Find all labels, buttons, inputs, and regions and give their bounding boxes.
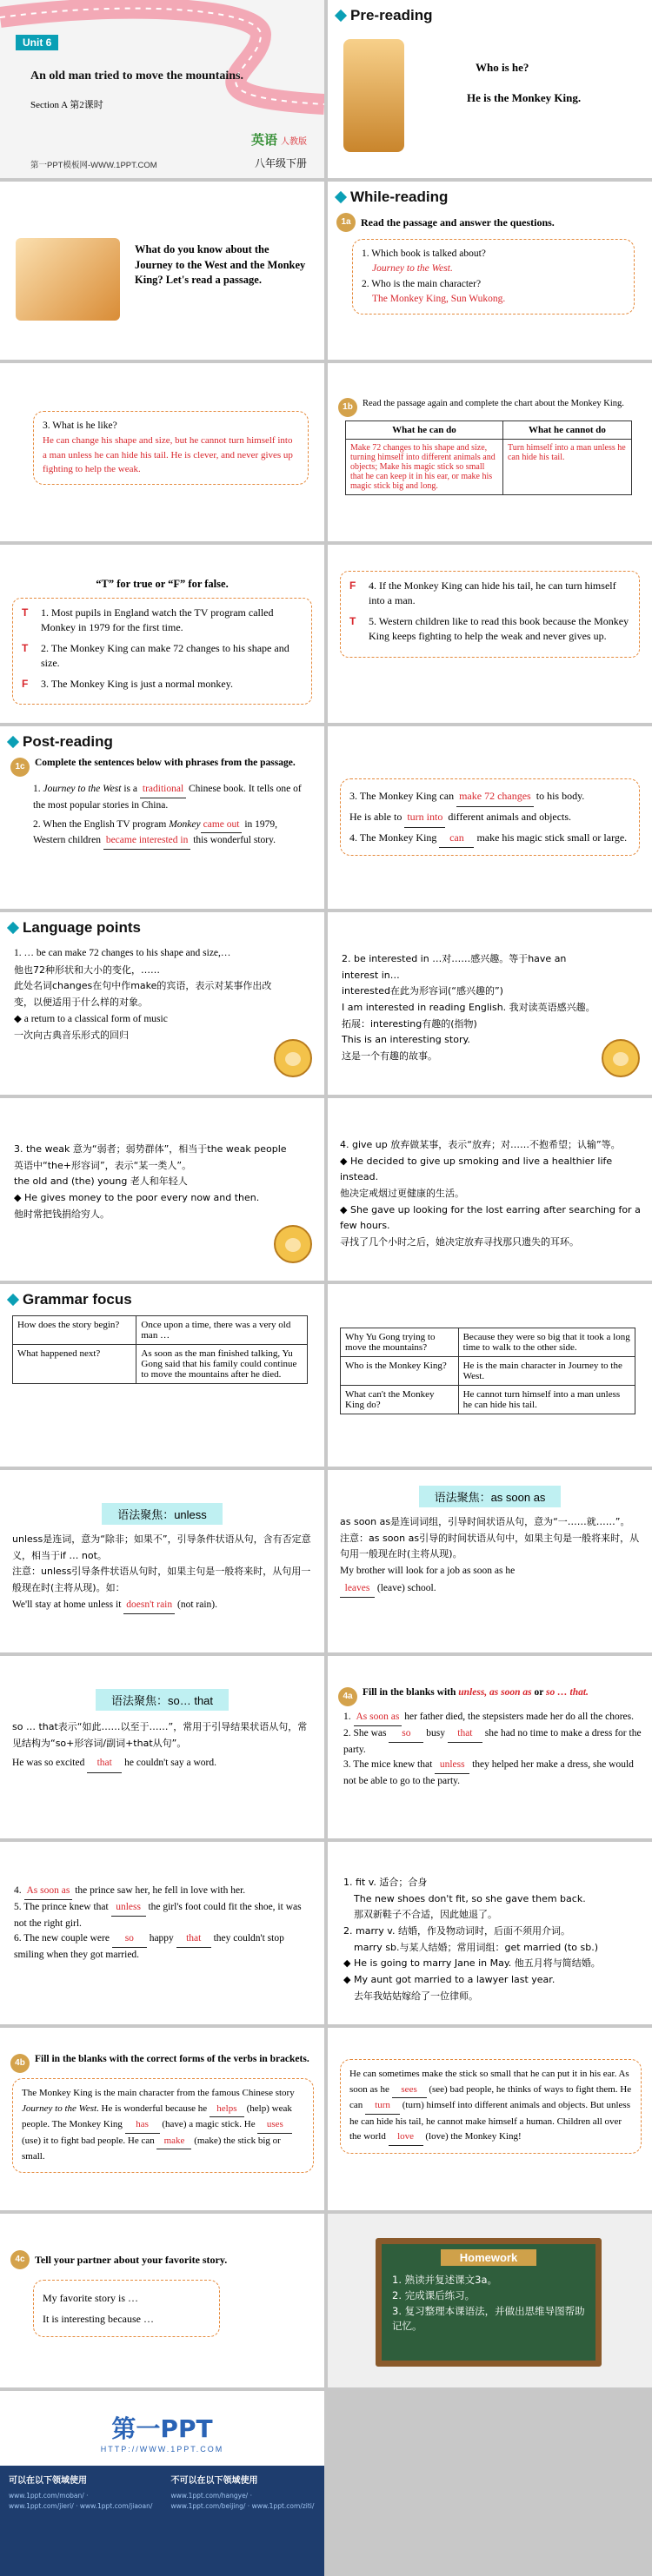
slide-grammar-focus-1 [0, 1284, 324, 1467]
col-header-can: What he can do [346, 421, 503, 440]
text: they helped her make a dress, she would not be able to go to the party. [343, 1759, 634, 1787]
homework-item: 3. 复习整理本课语法，并做出思维导图帮助记忆。 [392, 2304, 585, 2333]
tf-mark: F [349, 579, 356, 592]
text: 2. She was [343, 1727, 389, 1738]
note-line: 注意：unless引导条件状语从句时，如果主句是一般将来时，从句用一般现在时(主将从现)。如： [12, 1566, 311, 1594]
slide-language-points-3 [0, 1098, 324, 1281]
note-line: 此处名词changes在句中作make的宾语，表示对某事作出改变，以便适用于什么样的对象。 [14, 980, 272, 1008]
note-line: This is an interesting story. [342, 1034, 470, 1046]
instruction: Tell your partner about your favorite story. [35, 2253, 228, 2266]
text: her father died, the stepsisters made her do all the chores. [402, 1712, 634, 1722]
task-badge: 4b [10, 2054, 30, 2073]
table-row [13, 1316, 308, 1345]
section-heading [328, 0, 652, 31]
program-title: Monkey [169, 818, 201, 830]
answer-2: The Monkey King, Sun Wukong. [372, 293, 506, 304]
slide-chart-1b [328, 363, 652, 541]
note-line: ◆ He decided to give up smoking and live a healthier life instead. [340, 1155, 613, 1183]
note-line: I am interested in reading English. 我对读英语感兴趣。 [342, 1002, 595, 1014]
grammar-chip: 语法聚焦：as soon as [419, 1486, 562, 1507]
section-heading [0, 912, 324, 944]
text: (love) the Monkey King! [422, 2131, 522, 2142]
section-heading [0, 726, 324, 758]
prompt-line: My favorite story is … [43, 2292, 138, 2304]
note-line: 1. … be can make 72 changes to his shape and size,… [14, 948, 231, 958]
forbidden-list: www.1ppt.com/hangye/ · www.1ppt.com/beijing/ · www.1ppt.com/ziti/ [170, 2492, 315, 2510]
note-line: so … that表示“如此……以至于……”，常用于引导结果状语从句，常见结构为“so+形容词/副词+that从句”。 [12, 1721, 308, 1749]
blank-answer: doesn't rain [123, 1597, 175, 1615]
intro-text: What do you know about the Journey to the West and the Monkey King? Let's read a passage. [135, 243, 306, 286]
tf-text: 5. Western children like to read this book because the Monkey King keeps fighting to help the weak and never gives up. [369, 614, 629, 643]
note-line: unless是连词，意为“除非；如果不”，引导条件状语从句，含有否定意义，相当于if … not。 [12, 1533, 311, 1561]
text: (see) bad people, he thinks of ways to fight them. He can [349, 2083, 632, 2111]
instruction: Complete the sentences below with phrases from the passage. [35, 758, 296, 768]
text: they couldn't stop smiling when they got married. [14, 1933, 284, 1961]
question-3: 3. What is he like? [43, 421, 117, 431]
note-line: ◆ He is going to marry Jane in May. 他五月将与简结婚。 [343, 1957, 601, 1970]
exercise-body [328, 1706, 652, 1790]
tf-text: 1. Most pupils in England watch the TV program called Monkey in 1979 for the first time. [41, 606, 274, 634]
text: (not rain). [175, 1599, 217, 1610]
text: He is able to [349, 810, 405, 823]
grammar-table [12, 1315, 308, 1384]
exercise-line [343, 1758, 642, 1790]
table-cell: He is the main character in Journey to the West. [458, 1357, 635, 1386]
exercise-body [0, 1842, 324, 1963]
text: The Monkey King is the main character from the famous Chinese story [22, 2088, 295, 2098]
note-line: 寻找了几个小时之后，她决定放弃寻找那只遗失的耳环。 [340, 1236, 579, 1248]
text: to his body. [533, 790, 585, 802]
note-line: 2. be interested in …对……感兴趣。等于have an interest in… [342, 953, 567, 981]
exercise-line [14, 1884, 312, 1900]
text: 3. The Monkey King can [349, 790, 457, 802]
text: busy [423, 1727, 448, 1738]
note-body [328, 1098, 652, 1251]
tf-mark: T [22, 606, 29, 619]
sentence-3 [349, 786, 630, 807]
allowed-list: www.1ppt.com/moban/ · www.1ppt.com/jieri/ · www.1ppt.com/jiaoan/ [9, 2492, 153, 2510]
example-line [12, 1755, 312, 1773]
text: (use) it to fight bad people. He can [22, 2135, 157, 2146]
note-line: The new shoes don't fit, so she gave them back. [354, 1892, 586, 1904]
exercise-line [343, 1710, 642, 1726]
slide-grammar-unless [0, 1470, 324, 1652]
site-url: HTTP://WWW.1PPT.COM [100, 2445, 224, 2453]
text: Chinese book. It tells one of the most popular stories in China. [33, 784, 302, 811]
blank-answer: sees [392, 2083, 427, 2099]
text: or [531, 1687, 547, 1698]
blank-answer: has [125, 2117, 160, 2134]
text: 6. The new couple were [14, 1933, 112, 1944]
forbidden-column [163, 2466, 325, 2576]
section-heading [0, 1284, 324, 1315]
text: 5. The prince knew that [14, 1901, 111, 1912]
note-line: interested在此为形容词(“感兴趣的”) [342, 985, 503, 997]
question-text: Who is he? [476, 61, 529, 74]
answer-box [33, 411, 309, 485]
text: 1. [33, 784, 43, 794]
slide-vocab-fit-marry [328, 1842, 652, 2024]
note-line: 一次向古典音乐形式的回归 [14, 1030, 129, 1042]
diamond-icon [335, 191, 347, 203]
publisher-label: 人教版 [281, 137, 307, 147]
sentence-1 [0, 777, 324, 814]
tf-mark: T [349, 614, 356, 627]
task-badge: 1a [336, 213, 356, 232]
forbidden-title: 不可以在以下领域使用 [170, 2476, 258, 2486]
keyword: unless, as soon as [458, 1687, 532, 1698]
text: (make) the stick big or small. [22, 2135, 281, 2162]
monkey-mascot-icon [274, 1039, 312, 1077]
answer-3: He can change his shape and size, but he cannot turn himself into a man unless he can hide his tail. He is clever, and never gives up fighting to help the weak. [43, 435, 293, 475]
section-heading [328, 182, 652, 213]
text: in 1979, Western children [33, 818, 278, 846]
text: the prince saw her, he fell in love with her. [72, 1885, 246, 1896]
question-2: 2. Who is the main character? [362, 278, 482, 289]
tf-text: 4. If the Monkey King can hide his tail, he can turn himself into a man. [369, 579, 616, 607]
exercise-line [14, 1900, 312, 1932]
heading-text: While-reading [350, 189, 449, 205]
allowed-column [0, 2466, 163, 2576]
table-row [341, 1328, 635, 1357]
homework-item: 2. 完成课后练习。 [392, 2288, 476, 2301]
note-line: 1. fit v. 适合；合身 [343, 1877, 428, 1888]
allowed-title: 可以在以下领域使用 [9, 2476, 87, 2486]
instruction: Fill in the blanks with the correct forms of the verbs in brackets. [35, 2054, 309, 2064]
blank-answer: make [156, 2134, 191, 2150]
text: 4. The Monkey King [349, 831, 440, 844]
monkey-mascot-icon [602, 1039, 640, 1077]
diamond-icon [7, 1294, 19, 1306]
note-line: 拓展：interesting有趣的(指物) [342, 1017, 477, 1030]
heading-text: Post-reading [23, 733, 113, 750]
slide-exercise-4b [0, 2028, 324, 2210]
passage-box [12, 2078, 314, 2173]
note-body [328, 1842, 652, 2005]
note-line: My brother will look for a job as soon as he [340, 1566, 516, 1577]
note-line: ◆ a return to a classical form of music [14, 1013, 168, 1024]
blank-answer: helps [210, 2102, 244, 2118]
task-badge: 4a [338, 1687, 357, 1706]
text: He can sometimes make the stick so small that he can put it in his ear. As soon as he [349, 2069, 629, 2095]
answer-1: Journey to the West. [372, 263, 453, 275]
text: . He is wonderful because he [96, 2103, 210, 2114]
question-1: 1. Which book is talked about? [362, 248, 486, 259]
heading-text: Language points [23, 919, 141, 936]
blank-answer: make 72 changes [456, 786, 534, 807]
homework-title: Homework [441, 2249, 536, 2266]
slide-intro-question [0, 182, 324, 360]
table-row [13, 1345, 308, 1384]
prompt-line: It is interesting because … [43, 2313, 154, 2325]
table-row [341, 1357, 635, 1386]
grammar-chip: 语法聚焦：so… that [96, 1689, 229, 1711]
note-line: marry sb.与某人结婚；常用词组：get married (to sb.) [354, 1941, 599, 1953]
instruction [363, 1687, 589, 1698]
unit-badge: Unit 6 [16, 35, 58, 50]
heading-text: Grammar focus [23, 1291, 132, 1308]
note-line: ◆ My aunt got married to a lawyer last year. [343, 1974, 556, 1986]
note-line: 他也72种形状和大小的变化，…… [14, 964, 160, 976]
task-badge: 4c [10, 2250, 30, 2269]
text: Fill in the blanks with [363, 1687, 459, 1698]
table-cell: What can't the Monkey King do? [341, 1386, 459, 1414]
grammar-table [340, 1328, 635, 1414]
blank-answer: that [87, 1755, 122, 1773]
table-cell: As soon as the man finished talking, Yu Gong said that his family could continue to move the mountains after he died. [136, 1345, 308, 1384]
blank-answer: became interested in [103, 833, 191, 850]
blank-answer: turn [365, 2098, 400, 2115]
diamond-icon [7, 922, 19, 934]
slide-language-points-4 [328, 1098, 652, 1281]
sentence-4 [349, 828, 630, 849]
text: make his magic stick small or large. [474, 831, 628, 844]
text: is a [121, 784, 140, 794]
answer-box [340, 778, 640, 856]
diamond-icon [7, 736, 19, 748]
info-panel [0, 2466, 324, 2576]
text: We'll stay at home unless it [12, 1599, 124, 1610]
homework-list [382, 2266, 595, 2341]
passage-box [340, 2059, 642, 2154]
table-cell: Once upon a time, there was a very old man … [136, 1316, 308, 1345]
note-line: 3. the weak 意为“弱者；弱势群体”，相当于the weak people [14, 1143, 287, 1155]
note-body [0, 944, 324, 1044]
slide-pre-reading [328, 0, 652, 178]
blank-answer: leaves [340, 1580, 375, 1599]
slide-post-reading-2 [328, 726, 652, 909]
note-line: the old and (the) young 老人和年轻人 [14, 1175, 188, 1188]
tf-mark: F [22, 677, 29, 690]
note-line: 这是一个有趣的故事。 [342, 1050, 437, 1063]
tf-item [22, 606, 303, 636]
example-line [12, 1597, 312, 1615]
note-line: 4. give up 放弃做某事，表示“放弃；对……不抱希望；认输”等。 [340, 1139, 621, 1150]
tf-box [12, 598, 312, 705]
blank-answer: uses [257, 2117, 292, 2134]
note-body [0, 1711, 324, 1773]
note-line: 他时常把钱捐给穷人。 [14, 1208, 110, 1220]
tf-text: 2. The Monkey King can make 72 changes to his shape and size. [41, 641, 289, 670]
note-body [328, 1507, 652, 1598]
grade-label: 八年级下册 [254, 157, 307, 169]
table-cell: What happened next? [13, 1345, 136, 1384]
table-cell: Why Yu Gong trying to move the mountains? [341, 1328, 459, 1357]
blank-answer: can [439, 828, 474, 849]
section-label: Section A 第2课时 [30, 100, 103, 110]
table-cell: He cannot turn himself into a man unless he can hide his tail. [458, 1386, 635, 1414]
book-title: Journey to the West [43, 784, 122, 794]
blank-answer: came out [201, 818, 243, 834]
blank-answer: love [389, 2129, 423, 2146]
text: happy [146, 1933, 176, 1944]
heading-text: Pre-reading [350, 7, 433, 23]
example-line [340, 1580, 640, 1599]
blank-answer: that [448, 1726, 482, 1743]
text: (have) a magic stick. He [159, 2119, 258, 2130]
text: (help) weak people. The Monkey King [22, 2103, 292, 2130]
blank-answer: that [176, 1931, 211, 1948]
ppt-logo: 第一PPT [111, 2414, 213, 2443]
instruction: Read the passage and answer the questions. [361, 215, 555, 228]
answer-box [352, 239, 635, 315]
tf-item [349, 579, 630, 609]
text: 1. [343, 1712, 354, 1722]
diamond-icon [335, 10, 347, 22]
table-cell: How does the story begin? [13, 1316, 136, 1345]
slide-while-reading [328, 182, 652, 360]
cell-cannot: Turn himself into a man unless he can hide his tail. [502, 440, 631, 495]
speaking-box [33, 2280, 220, 2337]
tf-item [22, 641, 303, 672]
chalkboard [376, 2238, 602, 2367]
slide-branding [0, 2391, 324, 2576]
tf-item [349, 614, 630, 645]
note-body [328, 912, 652, 1065]
answer-text: He is the Monkey King. [467, 91, 582, 104]
table-cell: Who is the Monkey King? [341, 1357, 459, 1386]
text: this wonderful story. [190, 835, 276, 846]
tf-item [22, 677, 303, 692]
homework-item: 1. 熟读并复述课文3a。 [392, 2274, 497, 2286]
text: she had no time to make a dress for the party. [343, 1727, 642, 1755]
book-title: Journey to the West [22, 2103, 97, 2114]
slide-grammar-so-that [0, 1656, 324, 1838]
note-body [0, 1098, 324, 1222]
task-badge: 1b [338, 398, 357, 417]
note-line: ◆ He gives money to the poor every now and then. [14, 1192, 260, 1204]
instruction: Read the passage again and complete the chart about the Monkey King. [363, 399, 624, 408]
tf-mark: T [22, 641, 29, 654]
brand-block [251, 130, 307, 170]
text: different animals and objects. [445, 810, 572, 823]
tf-title: “T” for true or “F” for false. [96, 578, 229, 590]
monkey-king-image [343, 39, 404, 152]
text: the girl's foot could fit the shoe, it was not the right girl. [14, 1901, 302, 1929]
note-body [0, 1525, 324, 1614]
blank-answer: so [389, 1726, 423, 1743]
task-badge: 1c [10, 758, 30, 777]
slide-homework [328, 2214, 652, 2387]
slide-true-false-2 [328, 545, 652, 723]
slide-true-false-1 [0, 545, 324, 723]
note-line: as soon as是连词词组，引导时间状语从句，意为“一……就……”。 [340, 1516, 630, 1527]
table-cell: Because they were so big that it took a long time to walk to the other side. [458, 1328, 635, 1357]
col-header-cannot: What he cannot do [502, 421, 631, 440]
sentence-2 [0, 814, 324, 851]
blank-answer: so [112, 1931, 147, 1948]
grammar-chip: 语法聚焦：unless [102, 1503, 223, 1525]
lesson-title: An old man tried to move the mountains. [30, 70, 244, 83]
slide-exercise-4b-2 [328, 2028, 652, 2210]
exercise-line [14, 1931, 312, 1963]
text: he couldn't say a word. [122, 1758, 216, 1769]
brand-label: 英语 [250, 132, 277, 148]
blank-answer: traditional [140, 782, 186, 798]
note-line: 他决定戒烟过更健康的生活。 [340, 1188, 464, 1200]
note-line: ◆ She gave up looking for the lost earring after searching for a few hours. [340, 1203, 641, 1232]
blank-answer: turn into [404, 807, 445, 828]
text: (leave) school. [375, 1582, 436, 1593]
blank-answer: unless [111, 1900, 146, 1917]
text: 3. The mice knew that [343, 1759, 436, 1771]
text: 4. [14, 1885, 24, 1896]
exercise-line [343, 1726, 642, 1758]
blank-answer: unless [435, 1758, 469, 1774]
text: (turn) himself into different animals and objects. But unless he can hide his tail, he cannot make himself a human. Children all over the world [349, 2100, 630, 2142]
site-label: 第一PPT模板网-WWW.1PPT.COM [30, 161, 157, 170]
note-line: 英语中“the+形容词”，表示“某一类人”。 [14, 1159, 192, 1171]
slide-grammar-as-soon-as [328, 1470, 652, 1652]
slide-what-like [0, 363, 324, 541]
note-line: 那双新鞋子不合适，因此她退了。 [354, 1909, 497, 1921]
slide-exercise-4a [328, 1656, 652, 1838]
cell-can: Make 72 changes to his shape and size, turning himself into different animals and objects; Make his magic stick so small that he can keep it in his ear, or make his magic stick big and long. [346, 440, 503, 495]
blank-answer: As soon as [354, 1710, 403, 1726]
tf-text: 3. The Monkey King is just a normal monkey. [41, 677, 233, 690]
chart-table [345, 421, 632, 495]
text: 2. When the English TV program [33, 818, 170, 830]
note-line: 注意：as soon as引导的时间状语从句中，如果主句是一般将来时，从句用一般现在时(主将从现)。 [340, 1532, 640, 1560]
slide-exercise-4a-2 [0, 1842, 324, 2024]
monkey-king-image [16, 238, 120, 321]
slide-language-points-2 [328, 912, 652, 1095]
slide-post-reading [0, 726, 324, 909]
sentence-3b [349, 807, 630, 828]
note-line: 2. marry v. 结婚，作及物动词时，后面不须用介词。 [343, 1925, 570, 1937]
empty-slide-panel [328, 2391, 652, 2576]
text: He was so excited [12, 1758, 88, 1769]
tf-box [340, 571, 640, 658]
slide-title [0, 0, 324, 178]
table-row [341, 1386, 635, 1414]
monkey-mascot-icon [274, 1225, 312, 1263]
slide-grammar-focus-2 [328, 1284, 652, 1467]
slide-language-points-1 [0, 912, 324, 1095]
slide-exercise-4c [0, 2214, 324, 2387]
note-line: 去年我姑姑嫁给了一位律师。 [354, 1990, 478, 2002]
keyword: so … that. [546, 1687, 589, 1698]
blank-answer: As soon as [24, 1884, 73, 1900]
